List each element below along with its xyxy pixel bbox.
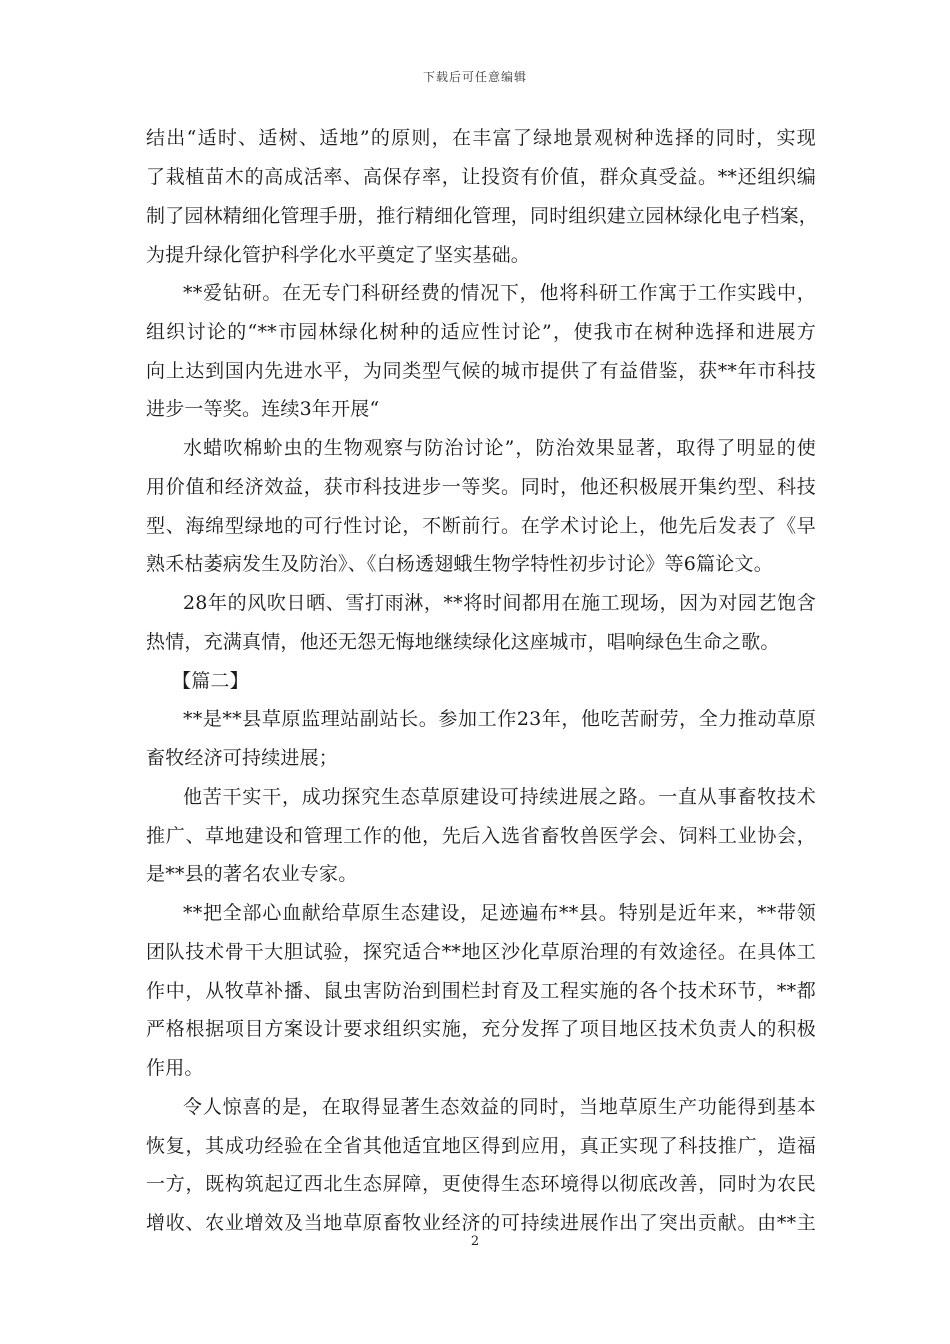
text-line: 增收、农业增效及当地草原畜牧业经济的可持续进展作出了突出贡献。由**主 (146, 1212, 816, 1234)
text-line: 团队技术骨干大胆试验，探究适合**地区沙化草原治理的有效途径。在具体工 (146, 941, 816, 963)
text-line: 令人惊喜的是，在取得显著生态效益的同时，当地草原生产功能得到基本 (183, 1096, 816, 1118)
text-line: 了栽植苗木的高成活率、高保存率，让投资有价值，群众真受益。**还组织编 (146, 166, 816, 188)
text-line: 是**县的著名农业专家。 (146, 863, 358, 885)
text-line: 制了园林精细化管理手册，推行精细化管理，同时组织建立园林绿化电子档案， (146, 205, 819, 227)
text-line: **把全部心血献给草原生态建设，足迹遍布**县。特别是近年来，**带领 (183, 902, 816, 924)
text-line: 熟禾枯萎病发生及防治》、《白杨透翅蛾生物学特性初步讨论》等6篇论文。 (146, 553, 773, 575)
text-line: 严格根据项目方案设计要求组织实施，充分发挥了项目地区技术负责人的积极 (146, 1018, 816, 1040)
text-line: 作用。 (146, 1057, 204, 1079)
page-header: 下载后可任意编辑 (422, 70, 527, 84)
text-line: 恢复，其成功经验在全省其他适宜地区得到应用，真正实现了科技推广，造福 (146, 1135, 816, 1157)
text-line: 畜牧经济可持续进展； (146, 747, 339, 769)
text-line: 用价值和经济效益，获市科技进步一等奖。同时，他还积极展开集约型、科技 (146, 476, 816, 498)
text-line: 结出“适时、适树、适地”的原则，在丰富了绿地景观树种选择的同时，实现 (146, 127, 816, 149)
text-line: **是**县草原监理站副站长。参加工作23年，他吃苦耐劳，全力推动草原 (183, 708, 816, 730)
text-line: 28年的风吹日晒、雪打雨淋，**将时间都用在施工现场，因为对园艺饱含 (183, 592, 816, 614)
text-line: 向上达到国内先进水平，为同类型气候的城市提供了有益借鉴，获**年市科技 (146, 360, 816, 382)
text-line: 热情，充满真情，他还无怨无悔地继续绿化这座城市，唱响绿色生命之歌。 (146, 631, 780, 653)
text-line: 组织讨论的“**市园林绿化树种的适应性讨论”，使我市在树种选择和进展方 (146, 321, 816, 343)
text-line: 进步一等奖。连续3年开展“ (146, 398, 380, 420)
section-heading: 【篇二】 (172, 670, 249, 692)
text-line: 一方，既构筑起辽西北生态屏障，更使得生态环境得以彻底改善，同时为农民 (146, 1173, 816, 1195)
page-number: 2 (470, 1234, 480, 1249)
text-line: 水蜡吹棉蚧虫的生物观察与防治讨论”，防治效果显著，取得了明显的使 (183, 437, 816, 459)
text-line: 他苦干实干，成功探究生态草原建设可持续进展之路。一直从事畜牧技术 (183, 786, 816, 808)
text-line: **爱钻研。在无专门科研经费的情况下，他将科研工作寓于工作实践中， (183, 282, 816, 304)
text-line: 型、海绵型绿地的可行性讨论，不断前行。在学术讨论上，他先后发表了《早 (146, 515, 816, 537)
text-line: 为提升绿化管护科学化水平奠定了坚实基础。 (146, 244, 531, 266)
text-line: 推广、草地建设和管理工作的他，先后入选省畜牧兽医学会、饲料工业协会， (146, 825, 816, 847)
text-line: 作中，从牧草补播、鼠虫害防治到围栏封育及工程实施的各个技术环节，**都 (146, 980, 816, 1002)
